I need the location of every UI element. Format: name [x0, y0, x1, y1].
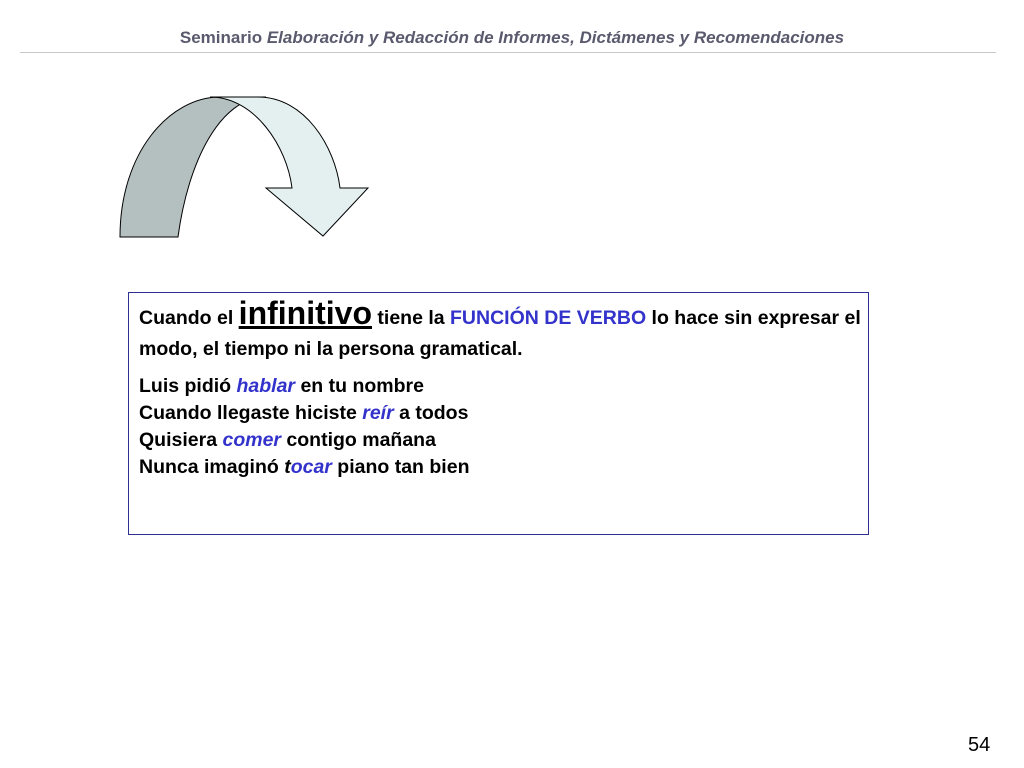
example-text: Luis pidió — [139, 375, 237, 397]
highlight-funcion-de-verbo: FUNCIÓN DE VERBO — [450, 307, 647, 329]
slide-header — [0, 28, 1024, 48]
curved-arrow-icon — [110, 92, 380, 244]
header-series: Seminario — [179, 28, 263, 47]
example-text: contigo mañana — [281, 429, 436, 451]
example-text: en tu nombre — [295, 375, 424, 397]
example-line — [139, 373, 868, 400]
example-text: Nunca imaginó — [139, 456, 285, 478]
example-verb: comer — [222, 429, 281, 451]
para-mid: tiene la — [371, 307, 451, 329]
example-verb: hablar — [236, 375, 296, 397]
arrow-back-band — [120, 97, 266, 237]
example-text: Cuando llegaste hiciste — [139, 402, 363, 424]
header-divider — [20, 52, 996, 53]
page-number: 54 — [968, 734, 991, 756]
example-text: a todos — [393, 402, 469, 424]
para-post: lo hace sin expresar el modo, el tiempo ni la persona gramatical. — [139, 307, 861, 360]
definition-paragraph — [139, 295, 868, 365]
example-line — [139, 454, 868, 481]
examples-list — [139, 373, 868, 481]
example-text: piano tan bien — [331, 456, 470, 478]
para-pre: Cuando el — [139, 307, 239, 329]
example-line — [139, 400, 868, 427]
example-text: Quisiera — [139, 429, 223, 451]
arrow-front-band — [210, 97, 368, 236]
example-verb: ocar — [290, 456, 332, 478]
example-line — [139, 427, 868, 454]
example-verb-lead: t — [284, 456, 291, 478]
term-infinitivo: infinitivo — [238, 295, 372, 331]
content-box — [128, 292, 869, 535]
example-verb: reír — [362, 402, 394, 424]
header-title: Elaboración y Redacción de Informes, Dictámenes y Recomendaciones — [266, 28, 845, 47]
